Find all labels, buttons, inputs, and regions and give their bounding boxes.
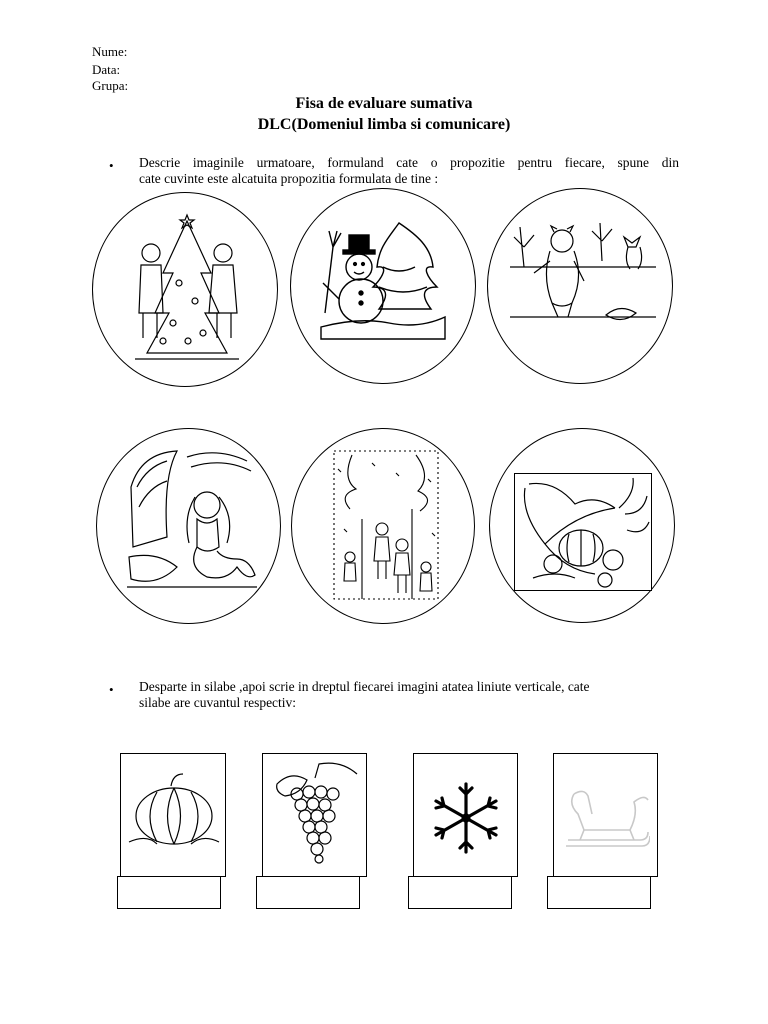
picture-circle-bear-fox — [487, 188, 673, 384]
task-2 — [109, 679, 682, 715]
name-label: Nume: — [92, 44, 128, 59]
answer-box-snowflake[interactable] — [408, 876, 512, 909]
bear-and-fox-icon — [510, 217, 656, 329]
grapes-icon — [271, 760, 361, 864]
picture-card-sleigh — [553, 753, 658, 877]
answer-box-grapes[interactable] — [256, 876, 360, 909]
sleigh-icon — [564, 784, 650, 850]
picture-circle-cornucopia — [489, 428, 675, 623]
picture-circle-autumn — [291, 428, 475, 624]
task-2-text-line-2: silabe are cuvantul respectiv: — [139, 695, 297, 710]
group-label: Grupa: — [92, 78, 129, 93]
mermaid-icon — [127, 447, 257, 597]
bullet-icon: • — [109, 158, 114, 173]
cornucopia-frame — [514, 473, 652, 591]
picture-circle-christmas — [92, 192, 278, 387]
picture-card-pumpkin — [120, 753, 226, 877]
snowflake-icon — [432, 782, 500, 854]
picture-circle-snowman — [290, 188, 476, 384]
answer-box-sleigh[interactable] — [547, 876, 651, 909]
task-1 — [109, 155, 682, 191]
picture-card-snowflake — [413, 753, 518, 877]
task-2-text-line-1: Desparte in silabe ,apoi scrie in dreptul fiecarei imagini atatea liniute verticale, cate — [139, 679, 590, 694]
task-1-text-line-2: cate cuvinte este alcatuita propozitia formulata de tine : — [139, 171, 439, 186]
picture-circle-mermaid — [96, 428, 281, 624]
christmas-tree-children-icon — [133, 213, 241, 363]
worksheet-title: Fisa de evaluare sumativa — [295, 95, 473, 112]
picture-card-grapes — [262, 753, 367, 877]
task-1-text-line-1: Descrie imaginile urmatoare, formuland cate o propozitie pentru fiecare, spune din — [139, 155, 679, 170]
cornucopia-icon — [515, 474, 651, 590]
autumn-park-children-icon — [332, 449, 440, 601]
bullet-icon: • — [109, 682, 114, 697]
date-label: Data: — [92, 62, 121, 77]
pumpkin-icon — [127, 772, 221, 848]
answer-box-pumpkin[interactable] — [117, 876, 221, 909]
snowman-icon — [319, 217, 449, 347]
worksheet-subtitle: DLC(Domeniul limba si comunicare) — [257, 116, 511, 133]
